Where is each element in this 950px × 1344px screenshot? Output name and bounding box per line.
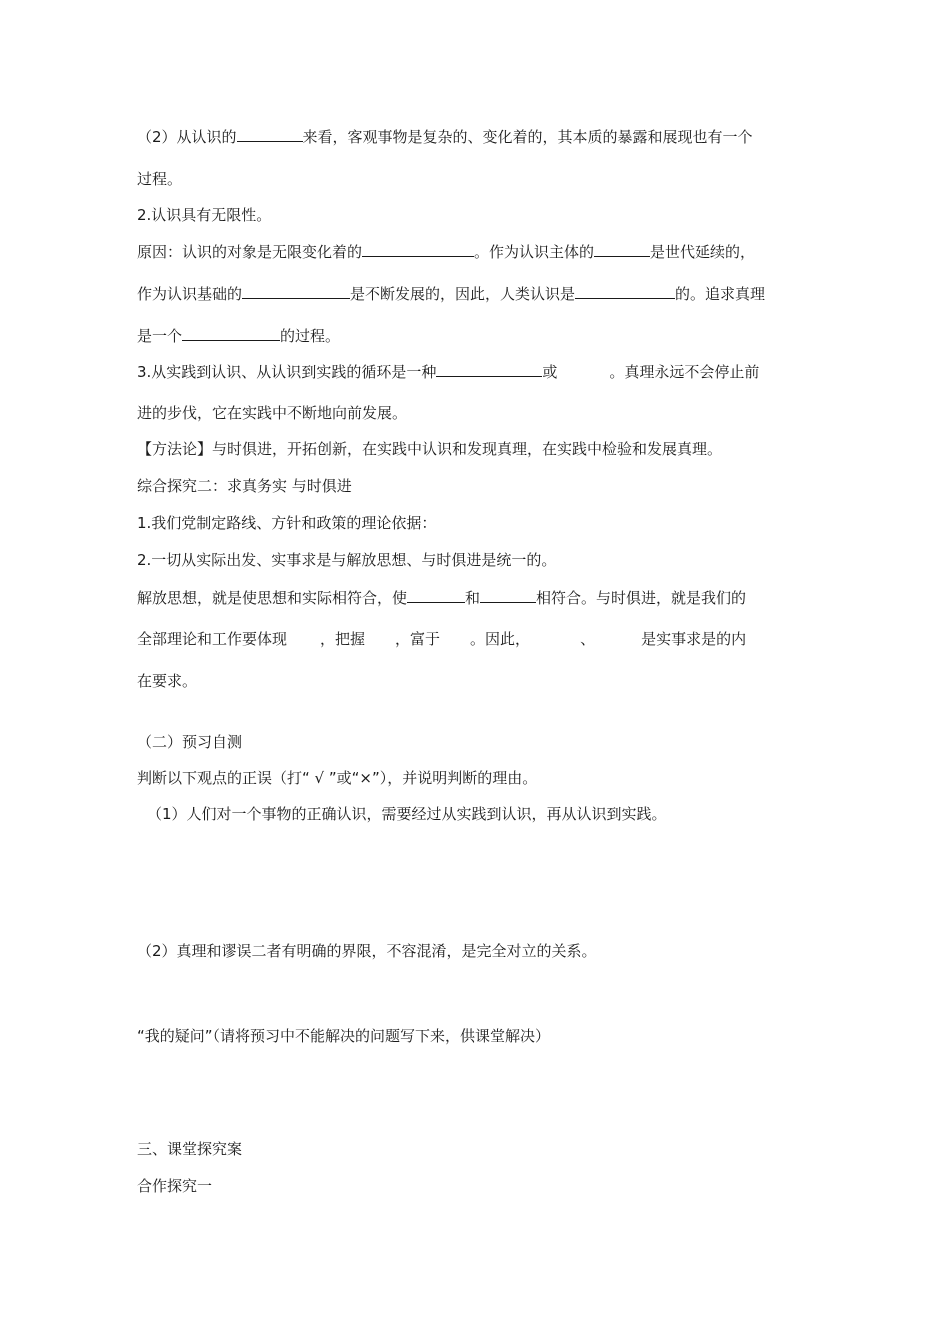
paragraph-cycle: 3.从实践到认识、从认识到实践的循环是一种 或 。真理永远不会停止前 [137, 363, 760, 381]
fill-blank[interactable] [480, 587, 536, 603]
question-two: 2.一切从实际出发、实事求是与解放思想、与时俱进是统一的。 [137, 551, 557, 569]
test-item-one: （1）人们对一个事物的正确认识，需要经过从实践到认识，再从认识到实践。 [147, 805, 667, 823]
fill-blank[interactable] [237, 126, 303, 142]
fill-blank[interactable] [594, 241, 650, 257]
question-one: 1.我们党制定路线、方针和政策的理论依据： [137, 514, 437, 532]
fill-blank[interactable] [182, 325, 280, 341]
fill-blank[interactable] [436, 361, 542, 377]
paragraph-truth-pursuit: 是一个 的过程。 [137, 327, 341, 345]
my-questions: “我的疑问”（请将预习中不能解决的问题写下来，供课堂解决） [137, 1027, 551, 1045]
instruction: 判断以下观点的正误（打“ √ ”或“×”），并说明判断的理由。 [137, 769, 538, 787]
methodology: 【方法论】与时俱进，开拓创新，在实践中认识和发现真理，在实践中检验和发展真理。 [137, 440, 723, 458]
section-self-test: （二）预习自测 [137, 733, 243, 751]
section-classroom-inquiry: 三、课堂探究案 [137, 1140, 243, 1158]
test-item-two: （2）真理和谬误二者有明确的界限，不容混淆，是完全对立的关系。 [137, 942, 597, 960]
inquiry-two-title: 综合探究二：求真务实 与时俱进 [137, 477, 352, 495]
fill-blank[interactable] [362, 241, 474, 257]
fill-blank[interactable] [575, 283, 675, 299]
paragraph-continuation: 在要求。 [137, 672, 198, 690]
paragraph-emancipate: 解放思想，就是使思想和实际相符合，使 和 相符合。与时俱进，就是我们的 [137, 589, 747, 607]
paragraph-reason: 原因：认识的对象是无限变化着的 。作为认识主体的 是世代延续的， [137, 243, 756, 261]
heading-infinity: 2.认识具有无限性。 [137, 206, 272, 224]
cooperative-inquiry-one: 合作探究一 [137, 1177, 213, 1195]
paragraph-practice-basis: 作为认识基础的 是不断发展的，因此，人类认识是 的。追求真理 [137, 285, 766, 303]
paragraph-continuation: 进的步伐，它在实践中不断地向前发展。 [137, 404, 408, 422]
paragraph-cognition-origin: （2）从认识的 来看，客观事物是复杂的、变化着的，其本质的暴露和展现也有一个 [137, 128, 753, 146]
paragraph-keep-pace: 全部理论和工作要体现 ，把握 ，富于 。因此， 、 是实事求是的内 [137, 630, 747, 648]
fill-blank[interactable] [242, 283, 350, 299]
paragraph-continuation: 过程。 [137, 170, 183, 188]
fill-blank[interactable] [407, 587, 465, 603]
